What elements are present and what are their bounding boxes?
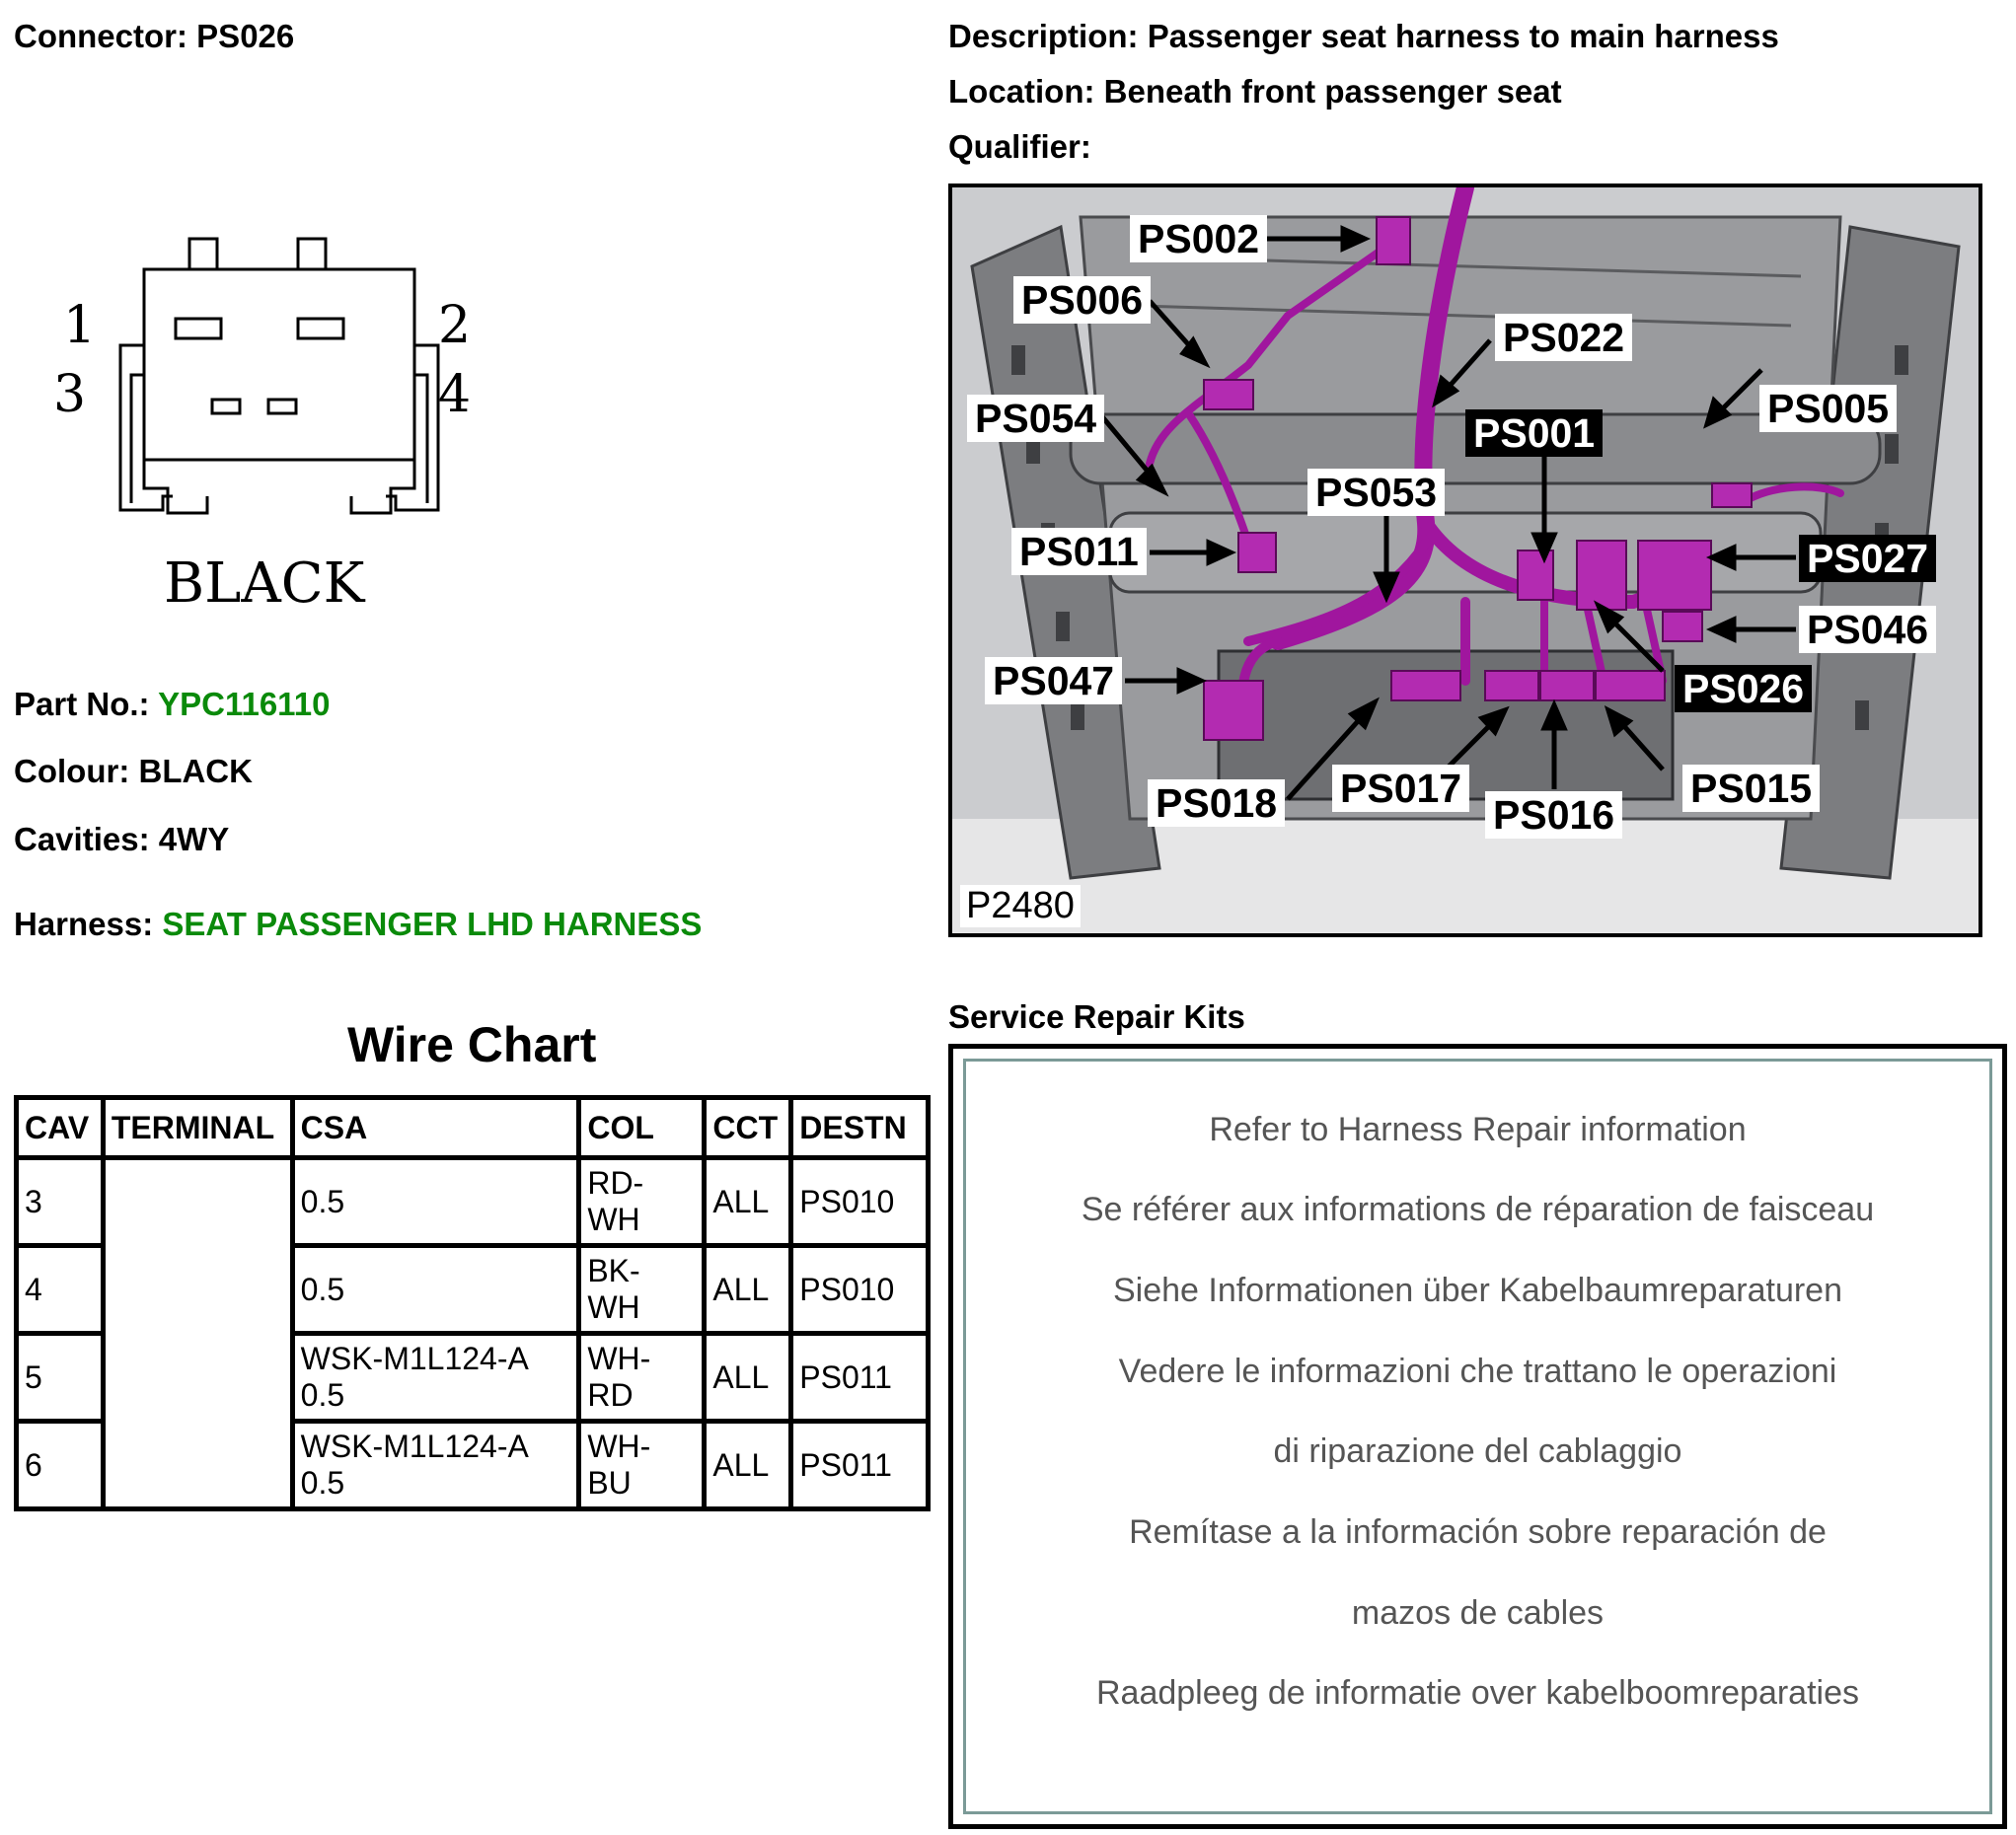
repair-kits-frame: [963, 1059, 1992, 1814]
figure-code: P2480: [960, 885, 1081, 927]
colour-line: [14, 753, 253, 790]
connector-face-diagram: [39, 222, 493, 617]
col-cell: BK- WH: [579, 1246, 705, 1334]
callout-ps026: PS026: [1675, 665, 1812, 712]
connector-label: Connector:: [14, 18, 187, 54]
col-cell: RD- WH: [579, 1158, 705, 1246]
harness-label: Harness:: [14, 906, 154, 942]
header-destn: DESTN: [791, 1098, 929, 1158]
destn-cell: PS011: [791, 1334, 929, 1422]
description-line: [948, 18, 1779, 55]
pin-1-label: 1: [63, 296, 97, 355]
csa-cell: WSK-M1L124-A 0.5: [292, 1422, 579, 1509]
cct-cell: ALL: [705, 1334, 791, 1422]
description-label: Description:: [948, 18, 1139, 54]
qualifier-label: Qualifier:: [948, 128, 1091, 165]
callout-ps018: PS018: [1148, 779, 1285, 827]
callout-ps047: PS047: [985, 657, 1122, 704]
header-csa: CSA: [292, 1098, 579, 1158]
header-cav: CAV: [17, 1098, 104, 1158]
callout-ps046: PS046: [1799, 606, 1936, 653]
pin-4-label: 4: [438, 365, 472, 424]
callout-ps006: PS006: [1013, 276, 1151, 324]
harness-line: [14, 906, 702, 943]
pin-3-label: 3: [53, 365, 87, 424]
col-cell: WH- RD: [579, 1334, 705, 1422]
repair-kit-line: mazos de cables: [1351, 1594, 1605, 1632]
csa-cell: 0.5: [292, 1246, 579, 1334]
callout-ps054: PS054: [967, 395, 1104, 442]
wire-chart-title: Wire Chart: [347, 1017, 597, 1072]
callout-ps053: PS053: [1307, 469, 1445, 516]
repair-kits-title: Service Repair Kits: [948, 998, 1245, 1035]
qualifier-line: [948, 128, 1091, 166]
cavities-value: 4WY: [158, 821, 230, 857]
destn-cell: PS010: [791, 1246, 929, 1334]
callout-ps017: PS017: [1332, 765, 1469, 812]
repair-kit-line: Refer to Harness Repair information: [1209, 1111, 1747, 1148]
colour-value: BLACK: [138, 753, 253, 789]
callout-ps002: PS002: [1130, 215, 1267, 262]
cav-cell: 5: [17, 1334, 104, 1422]
wire-chart-table: [14, 1095, 931, 1511]
callout-ps022: PS022: [1495, 314, 1632, 361]
part-no-line: [14, 686, 330, 723]
connector-locator-image: [948, 184, 1982, 937]
part-no-label: Part No.:: [14, 686, 150, 722]
wire-chart-header-row: [17, 1098, 929, 1158]
cav-cell: 6: [17, 1422, 104, 1509]
repair-kit-line: Remítase a la información sobre reparación de: [1129, 1513, 1827, 1551]
connector-heading: [14, 18, 294, 55]
callout-ps027: PS027: [1799, 535, 1936, 582]
description-value: Passenger seat harness to main harness: [1147, 18, 1779, 54]
csa-cell: WSK-M1L124-A 0.5: [292, 1334, 579, 1422]
repair-kit-line: Raadpleeg de informatie over kabelboomreparaties: [1095, 1674, 1860, 1712]
col-cell: WH- BU: [579, 1422, 705, 1509]
callout-ps005: PS005: [1759, 385, 1897, 432]
header-terminal: TERMINAL: [103, 1098, 292, 1158]
destn-cell: PS010: [791, 1158, 929, 1246]
repair-kit-line: Vedere le informazioni che trattano le operazioni: [1118, 1353, 1837, 1390]
cavities-line: [14, 821, 229, 858]
cav-cell: 4: [17, 1246, 104, 1334]
repair-kit-line: Se référer aux informations de réparation de faisceau: [1081, 1191, 1875, 1228]
cav-cell: 3: [17, 1158, 104, 1246]
connector-value: PS026: [196, 18, 295, 54]
header-cct: CCT: [705, 1098, 791, 1158]
repair-kits-panel: [948, 1044, 2007, 1829]
callout-ps016: PS016: [1485, 791, 1622, 839]
location-label: Location:: [948, 73, 1095, 110]
terminal-cell: [103, 1158, 292, 1509]
colour-label: Colour:: [14, 753, 130, 789]
harness-link[interactable]: SEAT PASSENGER LHD HARNESS: [162, 906, 703, 942]
cct-cell: ALL: [705, 1246, 791, 1334]
table-row: [17, 1158, 929, 1246]
csa-cell: 0.5: [292, 1158, 579, 1246]
destn-cell: PS011: [791, 1422, 929, 1509]
cavities-label: Cavities:: [14, 821, 150, 857]
repair-kit-line: Siehe Informationen über Kabelbaumreparaturen: [1112, 1272, 1843, 1309]
pin-2-label: 2: [438, 296, 472, 355]
location-line: [948, 73, 1562, 110]
header-col: COL: [579, 1098, 705, 1158]
cct-cell: ALL: [705, 1158, 791, 1246]
cct-cell: ALL: [705, 1422, 791, 1509]
callout-ps015: PS015: [1682, 765, 1820, 812]
callout-ps011: PS011: [1011, 528, 1147, 575]
location-value: Beneath front passenger seat: [1103, 73, 1562, 110]
callout-ps001: PS001: [1465, 409, 1603, 457]
connector-colour-label: BLACK: [164, 551, 365, 616]
part-no-link[interactable]: YPC116110: [158, 686, 331, 722]
repair-kit-line: di riparazione del cablaggio: [1273, 1432, 1682, 1470]
